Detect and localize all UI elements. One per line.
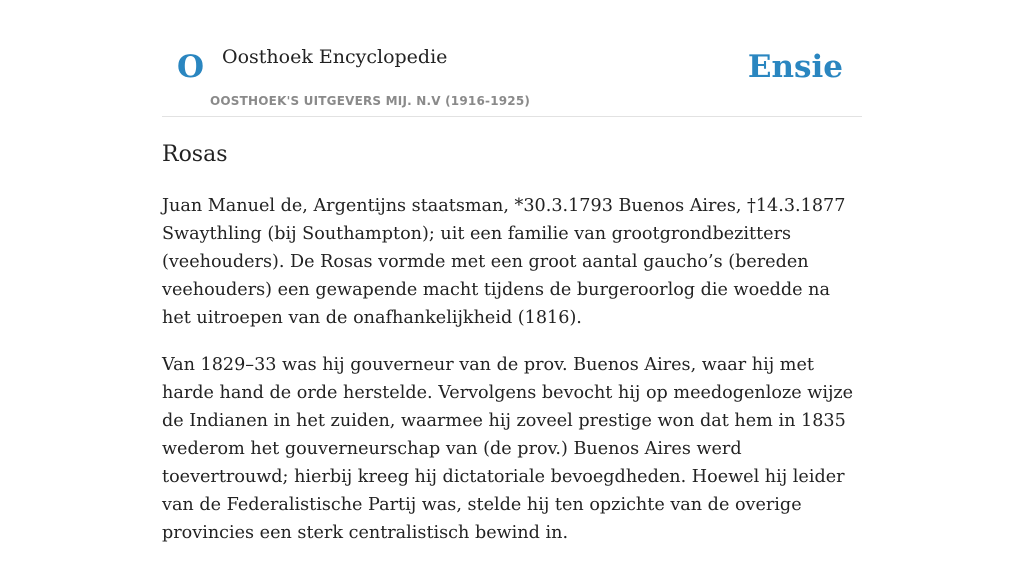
entry-title: Rosas xyxy=(162,142,228,167)
ensie-logo-link[interactable]: Ensie xyxy=(747,49,843,85)
entry-paragraph: Van 1829–33 was hij gouverneur van de prov. Buenos Aires, waar hij met harde hand de orde herstelde. Vervolgens bevocht hij op meedogenloze wijze de Indianen in het zuiden, waarmee hij zoveel prestige won dat hem in 1835 wederom het gouverneurschap van (de prov.) Buenos Aires werd toevertrouwd; hierbij kreeg hij dictatoriale bevoegdheden. Hoewel hij leider van de Federalistische Partij was, stelde hij ten opzichte van de overige provincies een sterk centralistisch bewind in. xyxy=(162,355,854,543)
oosthoek-logo[interactable]: O xyxy=(177,49,205,85)
entry-paragraph: Juan Manuel de, Argentijns staatsman, *30.3.1793 Buenos Aires, †14.3.1877 Swaythling (bij Southampton); uit een familie van grootgrondbezitters (veehouders). De Rosas vormde met een groot aantal gaucho’s (bereden veehouders) een gewapende macht tijdens de burgeroorlog die woedde na het uitroepen van de onafhankelijkheid (1816). xyxy=(162,196,846,328)
entry-body xyxy=(162,192,862,566)
publisher-label: OOSTHOEK'S UITGEVERS MIJ. N.V (1916-1925) xyxy=(210,94,531,108)
site-header xyxy=(162,0,862,117)
page xyxy=(162,0,862,543)
source-title-link[interactable]: Oosthoek Encyclopedie xyxy=(222,46,448,68)
